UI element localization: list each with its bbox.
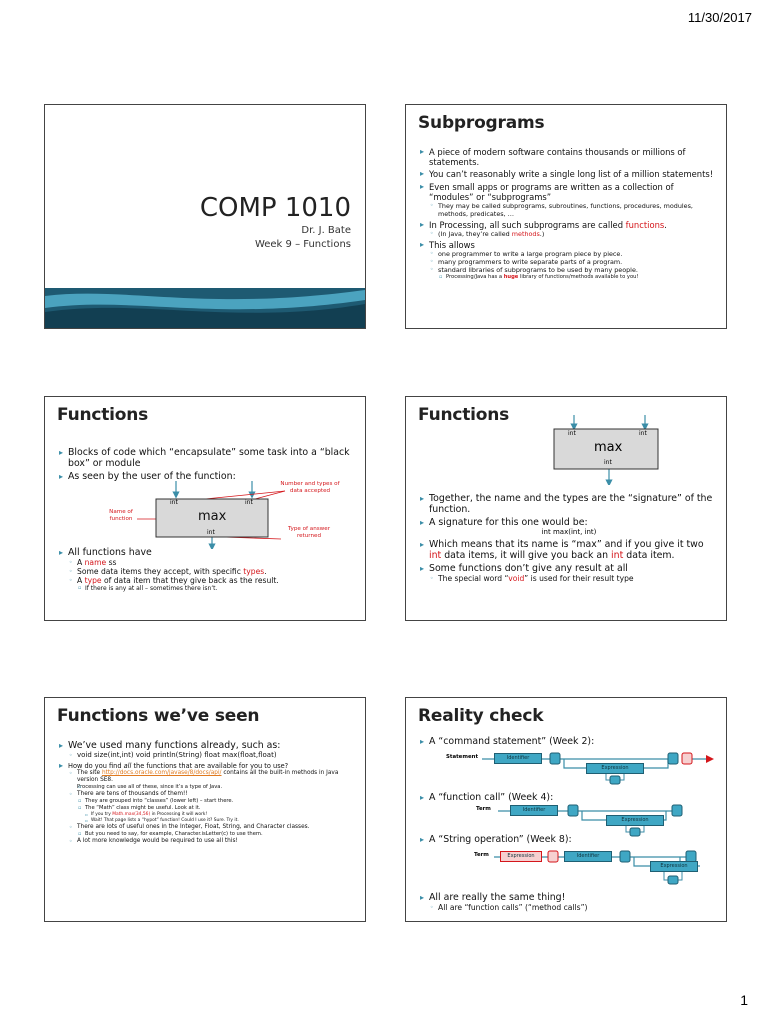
sub-bullet: ◦ There are tens of thousands of them!! bbox=[59, 791, 357, 798]
bullet: ▸ Some functions don’t give any result at all bbox=[420, 563, 718, 574]
slide-heading: Functions bbox=[57, 405, 149, 425]
function-box-diagram bbox=[546, 413, 666, 485]
sub-bullet: ◦ (In Java, they’re called methods.) bbox=[420, 230, 718, 238]
sub-bullet: ◦ The site http://docs.oracle.com/javase/8/docs/api/ contains all the built-in methods in Java version SE8. bbox=[59, 770, 357, 784]
bullet: ▸ Which means that its name is “max” and if you give it two int data items, it will give you back an int data item. bbox=[420, 539, 718, 561]
sub-bullet: ◦ standard libraries of subprograms to be used by many people. bbox=[420, 266, 718, 274]
sub-bullet: ◦ There are lots of useful ones in the Integer, Float, String, and Character classes. bbox=[59, 824, 357, 831]
input-type-label: int bbox=[245, 499, 253, 506]
output-type-label: int bbox=[604, 459, 612, 466]
diagram-lines bbox=[446, 750, 716, 786]
sub-bullet: ◦ A type of data item that they give back as the result. bbox=[59, 576, 357, 585]
bullet: ▸ All functions have bbox=[59, 547, 357, 558]
slide-title-author: Dr. J. Bate bbox=[301, 225, 351, 236]
expression-box: Expression bbox=[586, 763, 644, 774]
slide-heading: Reality check bbox=[418, 706, 544, 726]
slide-functions-seen bbox=[44, 697, 366, 922]
slide-heading: Functions we’ve seen bbox=[57, 706, 260, 726]
annotation-types: Number and types of data accepted bbox=[280, 481, 340, 494]
page-number: 1 bbox=[740, 992, 748, 1008]
bullet: ▸ How do you find all the functions that are available for you to use? bbox=[59, 762, 357, 770]
bullet: ▸ Together, the name and the types are the “signature” of the function. bbox=[420, 493, 718, 515]
bullet: ▸ In Processing, all such subprograms are called functions. bbox=[420, 220, 718, 230]
sub-sub-bullet: ▫ But you need to say, for example, Character.isLetter(c) to use them. bbox=[59, 831, 357, 838]
function-box-diagram bbox=[45, 479, 365, 549]
bullet: ▸ A piece of modern software contains thousands or millions of statements. bbox=[420, 147, 718, 167]
bullet: ▸ A “command statement” (Week 2): bbox=[420, 736, 718, 747]
slide-title-heading: COMP 1010 bbox=[199, 193, 351, 223]
bullet: ▸ Even small apps or programs are written as a collection of “modules” or “subprograms” bbox=[420, 182, 718, 202]
sub-sub-bullet: ▫ They are grouped into “classes” (lower left) – start there. bbox=[59, 798, 357, 805]
note-text: ▫ Processing can use all of these, since it’s a type of Java. bbox=[59, 784, 357, 791]
api-link: http://docs.oracle.com/javase/8/docs/api/ bbox=[101, 770, 222, 776]
sub-bullet: ◦ A lot more knowledge would be required to use all this! bbox=[59, 838, 357, 845]
identifier-box: Identifier bbox=[564, 851, 612, 862]
output-type-label: int bbox=[207, 529, 215, 536]
diagram-lead-label: Term bbox=[476, 806, 491, 812]
print-date: 11/30/2017 bbox=[687, 10, 752, 25]
expression-box: Expression bbox=[650, 861, 698, 872]
sub-bullet: ◦ Some data items they accept, with specific types. bbox=[59, 567, 357, 576]
sub-bullet: ◦ many programmers to write separate parts of a program. bbox=[420, 258, 718, 266]
diagram-lead-label: Statement bbox=[446, 754, 479, 760]
sub-bullet: ◦ All are “function calls” (“method calls”) bbox=[420, 903, 718, 912]
syntax-diagram-command bbox=[446, 750, 716, 786]
identifier-box: Identifier bbox=[494, 753, 542, 764]
identifier-box: Identifier bbox=[510, 805, 558, 816]
sub-bullet: ◦ A name ss bbox=[59, 558, 357, 567]
bullet: ▸ You can’t reasonably write a single long list of a million statements! bbox=[420, 169, 718, 179]
sub-sub-bullet: ▫ Processing/Java has a huge library of functions/methods available to you! bbox=[420, 274, 718, 281]
sub-bullet: ◦ They may be called subprograms, subroutines, functions, procedures, modules, methods, predicates, … bbox=[420, 202, 718, 218]
sub-sub-bullet: ▫ The “Math” class might be useful. Look at it. bbox=[59, 805, 357, 812]
syntax-diagram-string-operation bbox=[474, 848, 724, 888]
annotation-name: Name of function bbox=[109, 509, 133, 522]
function-box-name: max bbox=[198, 509, 227, 524]
annotation-return: Type of answer returned bbox=[288, 526, 330, 539]
bullet: ▸ We’ve used many functions already, such as: bbox=[59, 740, 357, 751]
slide-title bbox=[44, 104, 366, 329]
input-type-label: int bbox=[170, 499, 178, 506]
sub-bullet: ◦ The special word “void” is used for their result type bbox=[420, 574, 718, 583]
teal-wave-stripe bbox=[45, 282, 365, 328]
expression-box-highlighted: Expression bbox=[500, 851, 542, 862]
function-box-name: max bbox=[594, 440, 623, 455]
bullet: ▸ A “String operation” (Week 8): bbox=[420, 834, 718, 845]
diagram-lead-label: Term bbox=[474, 852, 489, 858]
input-type-label: int bbox=[568, 430, 576, 437]
bullet: ▸ This allows bbox=[420, 240, 718, 250]
sub-sub-sub-bullet: ▫ Wait! That page lists a “hypot” function! Could I use it? Sure. Try it. bbox=[59, 818, 357, 824]
slide-heading: Functions bbox=[418, 405, 510, 425]
expression-box: Expression bbox=[606, 815, 664, 826]
bullet: ▸ A “function call” (Week 4): bbox=[420, 792, 718, 803]
sub-sub-sub-bullet: ▫ If you try Math.max(34,56) in Processing it will work! bbox=[59, 812, 357, 818]
sub-bullet: ◦ one programmer to write a large program piece by piece. bbox=[420, 250, 718, 258]
bullet: ▸ All are really the same thing! bbox=[420, 892, 718, 903]
slide-subprograms bbox=[405, 104, 727, 329]
slide-heading: Subprograms bbox=[418, 113, 545, 133]
bullet: ▸ Blocks of code which “encapsulate” some task into a “black box” or module bbox=[59, 447, 357, 469]
input-type-label: int bbox=[639, 430, 647, 437]
slide-functions-blackbox bbox=[44, 396, 366, 621]
bullet: ▸ A signature for this one would be: bbox=[420, 517, 718, 528]
slide-title-subtitle: Week 9 – Functions bbox=[254, 239, 351, 250]
sub-sub-bullet: ▫ If there is any at all – sometimes there isn’t. bbox=[59, 585, 357, 593]
sub-bullet: ◦ void size(int,int) void println(String) float max(float,float) bbox=[59, 751, 357, 760]
slide-functions-signature bbox=[405, 396, 727, 621]
slide-reality-check bbox=[405, 697, 727, 922]
function-signature: int max(int, int) bbox=[541, 528, 597, 536]
bullet: ▸ As seen by the user of the function: bbox=[59, 471, 357, 482]
